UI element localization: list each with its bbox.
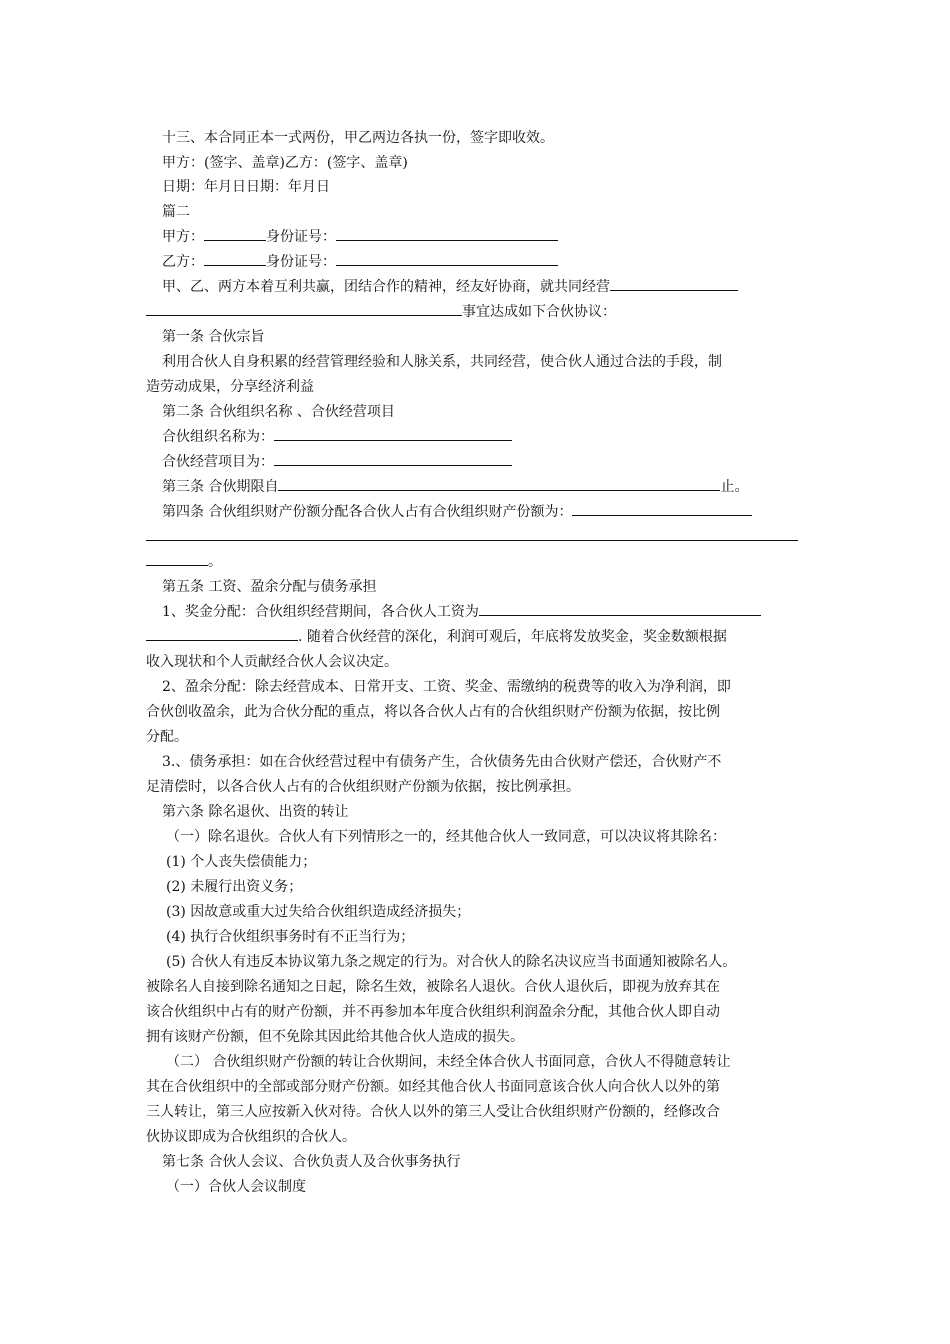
share-blank-1: [572, 501, 752, 516]
article-2-heading: 第二条 合伙组织名称 、合伙经营项目: [162, 404, 395, 420]
article-1-heading: 第一条 合伙宗旨: [162, 329, 265, 345]
party-a-line: [162, 225, 558, 250]
bonus-line-3: 收入现状和个人贡献经合伙人会议决定。: [146, 654, 398, 670]
expulsion-intro: （一）除名退伙。合伙人有下列情形之一的，经其他合伙人一致同意，可以决议将其除名：: [166, 829, 726, 845]
party-a-name-blank: [204, 226, 266, 241]
expulsion-item-4: (4) 执行合伙组织事务时有不正当行为；: [166, 929, 415, 945]
preamble-line-1: [162, 275, 738, 300]
expulsion-item-5: (5) 合伙人有违反本协议第九条之规定的行为。对合伙人的除名决议应当书面通知被除名人。: [166, 954, 737, 970]
expulsion-text-2: 被除名人自接到除名通知之日起，除名生效，被除名人退伙。合伙人退伙后，即视为放弃其在: [146, 979, 720, 995]
preamble-text: 甲、乙、两方本着互利共赢，团结合作的精神，经友好协商，就共同经营: [162, 279, 610, 295]
clause-13: 十三、本合同正本一式两份，甲乙两边各执一份，签字即收效。: [162, 130, 554, 146]
article-6-heading: 第六条 除名退伙、出资的转让: [162, 804, 349, 820]
party-b-line: [162, 250, 558, 275]
org-name-label: 合伙组织名称为：: [162, 429, 274, 445]
party-b-name-blank: [204, 251, 266, 266]
expulsion-item-1: (1) 个人丧失偿债能力；: [166, 854, 317, 870]
term-blank: [278, 476, 720, 491]
article-1-text-1: 利用合伙人自身积累的经营管理经验和人脉关系，共同经营，使合伙人通过合法的手段，制: [162, 354, 722, 370]
bonus-text-2: . 随着合伙经营的深化，利润可观后，年底将发放奖金，奖金数额根据: [298, 629, 727, 645]
party-a-id-label: 身份证号：: [266, 229, 336, 245]
surplus-line-3: 分配。: [146, 729, 188, 745]
article-5-heading: 第五条 工资、盈余分配与债务承担: [162, 579, 377, 595]
org-project-label: 合伙经营项目为：: [162, 454, 274, 470]
article-3-line: [162, 475, 748, 500]
surplus-line-1: 2、盈余分配：除去经营成本、日常开支、工资、奖金、需缴纳的税费等的收入为净利润，即: [162, 679, 731, 695]
debt-line-2: 足清偿时，以各合伙人占有的合伙组织财产份额为依据，按比例承担。: [146, 779, 580, 795]
bonus-line-1: [162, 600, 761, 625]
org-name-line: [162, 425, 512, 450]
article-3-end: 止。: [720, 479, 749, 495]
expulsion-item-3: (3) 因故意或重大过失给合伙组织造成经济损失；: [166, 904, 471, 920]
share-blank-3: [146, 551, 208, 566]
bonus-line-2: [146, 625, 727, 650]
surplus-line-2: 合伙创收盈余，此为合伙分配的重点，将以各合伙人占有的合伙组织财产份额为依据，按比例: [146, 704, 720, 720]
org-project-blank: [274, 451, 512, 466]
preamble-line-2: [146, 300, 616, 325]
share-blank-2: [146, 526, 798, 541]
article-3-text: 第三条 合伙期限自: [162, 479, 279, 495]
article-4-blank-line: [146, 525, 798, 550]
preamble-end: 事宜达成如下合伙协议：: [462, 304, 616, 320]
expulsion-item-2: (2) 未履行出资义务；: [166, 879, 303, 895]
article-7-heading: 第七条 合伙人会议、合伙负责人及合伙事务执行: [162, 1154, 461, 1170]
article-4-end: 。: [208, 554, 222, 570]
article-1-text-2: 造劳动成果，分享经济利益: [146, 379, 314, 395]
article-4-text: 第四条 合伙组织财产份额分配各合伙人占有合伙组织财产份额为：: [162, 504, 573, 520]
transfer-line-3: 三人转让，第三人应按新入伙对待。合伙人以外的第三人受让合伙组织财产份额的，经修改合: [146, 1104, 720, 1120]
org-name-blank: [274, 426, 512, 441]
article-4-line: [162, 500, 752, 525]
expulsion-text-3: 该合伙组织中占有的财产份额，并不再参加本年度合伙组织利润盈余分配，其他合伙人即自动: [146, 1004, 720, 1020]
meeting-system-heading: （一）合伙人会议制度: [166, 1179, 306, 1195]
debt-line-1: 3.、债务承担：如在合伙经营过程中有债务产生，合伙债务先由合伙财产偿还，合伙财产不: [162, 754, 722, 770]
party-b-id-blank: [336, 251, 558, 266]
signature-line: 甲方：(签字、盖章)乙方：(签字、盖章): [162, 155, 408, 171]
party-a-id-blank: [336, 226, 558, 241]
wage-blank-2: [146, 626, 298, 641]
party-b-id-label: 身份证号：: [266, 254, 336, 270]
org-project-line: [162, 450, 512, 475]
business-blank-cont: [146, 301, 462, 316]
transfer-line-4: 伙协议即成为合伙组织的合伙人。: [146, 1129, 356, 1145]
business-blank: [610, 276, 738, 291]
wage-blank-1: [479, 601, 761, 616]
expulsion-text-4: 拥有该财产份额，但不免除其因此给其他合伙人造成的损失。: [146, 1029, 524, 1045]
transfer-line-2: 其在合伙组织中的全部或部分财产份额。如经其他合伙人书面同意该合伙人向合伙人以外的第: [146, 1079, 720, 1095]
party-b-label: 乙方：: [162, 254, 204, 270]
bonus-text: 1、奖金分配：合伙组织经营期间，各合伙人工资为: [162, 604, 479, 620]
article-4-end-line: [146, 550, 222, 575]
date-line: 日期：年月日日期：年月日: [162, 179, 330, 195]
party-a-label: 甲方：: [162, 229, 204, 245]
transfer-line-1: （二） 合伙组织财产份额的转让合伙期间，未经全体合伙人书面同意，合伙人不得随意转让: [166, 1054, 731, 1070]
section-title-part-two: 篇二: [162, 204, 190, 220]
